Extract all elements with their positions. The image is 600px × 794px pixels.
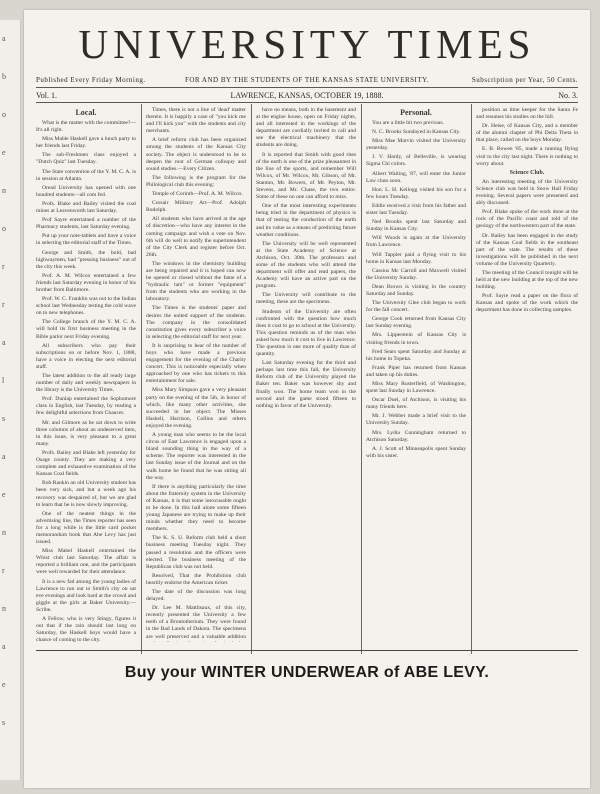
column-5 (476, 107, 578, 642)
column-paragraph: E. B. Bowen '85, made a running flying visit to the city last night. There is nothing to worry about. (476, 146, 578, 167)
column-paragraph: A Fellow, who is very Stingy, figures it out that if the rain should last long on Saturday, the Haskell boys would have a chance of coming to the city. (36, 616, 136, 642)
column-paragraph: Cassius Mc Carroll and Maxwell visited the University Sunday. (366, 267, 466, 281)
column-divider (361, 104, 362, 654)
column-paragraph: Profs. Bailey and Blake left yesterday for Osage county. They are making a very complete and exhaustive examination of the Kansas Coal fields. (36, 449, 136, 478)
column-paragraph: The College branch of the Y. M. C. A. will hold its first business meeting in the Bible parlor next Friday evening. (36, 319, 136, 340)
column-paragraph: J. V. Hardy, of Belleville, is wearing Sigma Chi colors. (366, 154, 466, 168)
publication-frequency: Published Every Friday Morning. (36, 76, 146, 84)
column-paragraph: All students who have arrived at the age of discretion—who have any interest in the coming campaign and wish a vote on Nov. 6th will do well to notify the superintendent of the City Clerk and register before Oct. 26th. (146, 216, 246, 258)
masthead-rule-top (36, 87, 578, 88)
column-2 (146, 107, 246, 642)
column-paragraph: The sub-Freshmen class enjoyed a "Dutch Quiz" last Tuesday. (36, 152, 136, 166)
strip-fragment: b (2, 72, 6, 81)
column-paragraph: A young man who seems to be the local circus of East Lawrence is engaged upon a bland sounding thing in the way of a scheme. The reporter was interested in the last Sunday issue of the Journal and on the walk home he found that he was sitting all the way. (146, 432, 246, 481)
column-paragraph: Ned Brooks spent last Saturday and Sunday in Kansas City. (366, 219, 466, 233)
column-paragraph: If there is anything particularly the time about the fraternity system in the University of Kansas, it is that some inexcusable ought to be done. In this hall alone some fifteen young Japanese are trying to make up their minds whether they need to become members. (146, 483, 246, 533)
column-paragraph: Dr. Lee M. Mattlisaux, of this city, recently presented the University a few teeth of a Brontotherium. They were found in the Bad Lands of Dakota. The specimens are well preserved and a valuable addition (146, 605, 246, 640)
column-paragraph: Dr. Bailey has been engaged in the study of the Kansas Coal fields in the southeast part of the state. The results of these investigations will be published in the next volume of the University Quarterly. (476, 232, 578, 267)
strip-fragment: a (2, 642, 6, 651)
column-3 (256, 107, 356, 642)
strip-fragment: r (2, 262, 5, 271)
column-paragraph: Will Tappler paid a flying visit to his home in Kansas last Monday. (366, 251, 466, 265)
column-paragraph: You are a little bit two previous. (372, 120, 444, 126)
column-paragraph: The latest addition to the all ready large number of daily and weekly newspapers in the library is the University Times. (36, 373, 136, 394)
column-divider (251, 104, 252, 654)
column-paragraph: The K. S. U. Reform club held a short business meeting Tuesday night. They passed a resolution and the officers were elected. The business meeting of the Republican club was not held. (146, 535, 246, 570)
column-divider (141, 104, 142, 654)
strip-fragment: s (2, 718, 6, 727)
masthead-rule-bottom (36, 102, 578, 103)
strip-fragment: o (2, 110, 6, 119)
column-paragraph: Dean Brown is visiting in the country Saturday and Sunday. (366, 283, 466, 297)
masthead-tagline: FOR AND BY THE STUDENTS OF THE KANSAS STATE UNIVERSITY. (184, 76, 430, 84)
column-divider (471, 104, 472, 654)
strip-fragment: e (2, 148, 6, 157)
column-paragraph: The meeting of the Council tonight will be held at the new building at the top of the new building. (476, 269, 578, 291)
column-paragraph: The University Glee club began to work for the fall concert. (366, 300, 466, 314)
column-paragraph: Prof Sayre entertained a number of the Pharmacy students, last Saturday evening. (36, 217, 136, 231)
column-paragraph: An interesting meeting of the University Science club was held in Snow Hall Friday evening. Several papers were presented and ably discussed. (476, 178, 578, 207)
column-paragraph: Oread University has opened with one hundred students—all com fed. (36, 184, 136, 198)
advertisement-rule (36, 650, 578, 651)
column-personal (366, 107, 466, 642)
column-paragraph: The Times is the students' paper and desires the united support of the students. The company in the consolidated constitution gives every subscriber a voice in selecting the editorial staff for next year. (146, 305, 246, 340)
column-paragraph: Temple of Corinth—Prof. A. M. Wilcox. (152, 191, 244, 198)
column-paragraph: Miss Mary Simpson gave a very pleasant party on the evening of the 5th, in honor of which, like many other activities, she succeeded in her object. The Misses Haskell, Harrison, Collins and others enjoyed the evening. (146, 387, 246, 429)
column-paragraph: Resolved, That the Prohibition club heartily endorse the American ticket. (146, 572, 246, 586)
column-paragraph: It is surprising to hear of the number of boys who have made a previous engagement for the evening of the Charity concert. This is noticeable especially when approached by one who has tickets to this entertainment for sale. (146, 342, 246, 385)
strip-fragment: e (2, 490, 6, 499)
column-paragraph: Prof. Blake spoke of the work done at the rock of the Pacific coast and told of the geology of the northwestern part of the state. (476, 209, 578, 230)
column-paragraph: N. C. Brooks Sundayed in Kansas City. (372, 129, 461, 136)
column-paragraph: Profs. Blake and Bailey visited the coal mines at Leavenworth last Saturday. (36, 200, 136, 215)
column-paragraph: Hon. L. H. Kellogg visited his son for a few hours Tuesday. (366, 186, 466, 200)
column-paragraph: It is reported that Smith with good rites of the earth is one of the prize pleasantest in the line of the sports, and remember Will Wilcox, of Mr. Wilcox, Mr. Gibson, of Mr. Stanton, Mr. Bowers, of Mr. Peyton, Mr. Stevens, and Mr. Chase, the two entire. Some of these no one can afford to miss. (256, 151, 356, 201)
column-paragraph: Oscar Duel, of Atchison, is visiting his many friends here. (366, 397, 466, 411)
column-paragraph: have no means, both in the basement and at the engine house, open on Friday nights, and all interested in the workings of the department are cordially invited to call and see the electrical machinery that the students are doing. (256, 107, 356, 149)
column-paragraph: The State convention of the Y. M. C. A. is in session at Atlanta. (36, 168, 136, 182)
column-paragraph: Miss Mae Marvin visited the University yesterday. (366, 138, 466, 152)
column-paragraph: Frank Piper has returned from Kansas and taken up his duties. (366, 364, 466, 378)
column-paragraph: Eddie received a visit from his father and sister last Tuesday. (366, 202, 466, 217)
column-paragraph: A. J. Scott of Minneapolis spent Sunday with his sister. (366, 445, 466, 459)
column-paragraph: Miss Mary Rusterfield, of Washington, spent last Sunday in Lawrence. (366, 381, 466, 395)
strip-fragment: n (2, 528, 6, 537)
column-paragraph: George Cook returned from Kansas City last Sunday evening. (366, 316, 466, 330)
strip-fragment: r (2, 566, 5, 575)
column-paragraph: What is the matter with the committee?—It's all right. (36, 120, 136, 134)
column-paragraph: The University will contribute to the meeting, these are the specimens. (256, 292, 356, 306)
column-paragraph: Will Woods is again at the University from Lawrence. (366, 235, 466, 249)
strip-fragment: l (2, 376, 5, 385)
adjacent-page-strip (0, 20, 21, 780)
column-paragraph: One of the neatest things in the advertising line, the Times reporter has seen for a long while is the little card pocket memorandum book that Abe Levy has just issued. (36, 510, 136, 546)
subscription-price: Subscription per Year, 50 Cents. (471, 76, 578, 84)
column-paragraph: Prof. Dunlap entertained the Sophomore class in English, last Tuesday, by reading a few delightful selections from Chaucer. (36, 396, 136, 417)
column-paragraph: Students of the University are often confronted with the question how much does it cost to go to school at the University. This question reminds us of the man who asked how much it cost to live in Lawrence. The question is one more of quality than of quantity. (256, 308, 356, 358)
column-paragraph: One of the most interesting experiments being tried in the department of physics is that of testing the conduction of the earth and its value as a means of predicting future weather conditions. (256, 203, 356, 238)
column-paragraph: All subscribers who pay their subscriptions on or before Nov. 1, 1888, have a voice in electing the next editorial staff. (36, 342, 136, 370)
column-paragraph: Science Club. (509, 169, 545, 176)
column-paragraph: Bob Rankin an old University student has been very sick, and but a week ago his recovery was despaired of, but we are glad to learn that he is now slowly improving. (36, 480, 136, 508)
column-paragraph: position as time keeper for the Santa Fe and resumes his studies on the hill. (476, 107, 578, 121)
column-paragraph: Prof. Sayre read a paper on the flora of Kansas and spoke of the work which the department has done in collecting samples. (476, 293, 578, 314)
strip-fragment: n (2, 186, 6, 195)
strip-fragment: o (2, 224, 6, 233)
strip-fragment: a (2, 452, 6, 461)
column-paragraph: Prof. A. M. Wilcox entertained a few friends last Saturday evening in honor of his brother from Baltimore. (36, 272, 136, 293)
column-paragraph: Miss Mabel Haskell entertained the Whist club last Saturday. The affair is reported a brilliant one, and the participants were well rewarded for their attendance. (36, 548, 136, 576)
column-paragraph: Last Saturday evening for the third and perhaps last time this fall, the University Reform club of the University played the Baker ten. Baker was however shy and finally won. The home team won in the second and the game stood fifteen to nothing in favor of the University. (256, 360, 356, 409)
column-paragraph: Fred Sears spent Saturday and Sunday at his home in Topeka. (366, 348, 466, 362)
strip-fragment: a (2, 338, 6, 347)
volume-label: Vol. 1. (36, 91, 57, 100)
column-paragraph: Prof. W. C. Franklin was out to the Indian school last Wednesday testing the cold wave on to new telephones. (36, 296, 136, 317)
column-paragraph: It is a new fad among the young ladies of Lawrence to run out to Smith's city on sat eve evenings and look hard at the crowd and giggle at the girls at Baker University.—Scribe. (36, 578, 136, 613)
column-paragraph: The following is the program for the Philological club this evening: (146, 174, 246, 188)
strip-fragment: r (2, 300, 5, 309)
column-paragraph: Miss Mable Haskell gave a lunch party to her friends last Friday. (36, 136, 136, 150)
column-local (36, 107, 136, 642)
column-heading: Local. (75, 108, 97, 117)
column-paragraph: A brief reform club has been organized among the students of the Kansas City society. The object is understood to be to deepen the root of German colloquy and sound studies.—Every Citizen. (146, 137, 246, 172)
newspaper-page (24, 10, 590, 788)
column-paragraph: Mr. J. Webber made a brief visit to the University Sunday. (366, 413, 466, 427)
column-paragraph: Times, there is not a line of 'dead' matter therein. It is happily a case of "you kick me and I'll kick you" with the students and city merchants. (146, 107, 246, 135)
strip-fragment: n (2, 604, 6, 613)
column-paragraph: The University will be well represented at the State Academy of Science at Atchison, Oct. 30th. The professors and some of the students who will attend the department will offer and read papers, the Academy will have an active part on the program. (256, 240, 356, 290)
strip-fragment: e (2, 680, 6, 689)
strip-fragment: a (2, 34, 6, 43)
column-paragraph: George and Smith, the bold, bad highwaymen, had "pressing business" out of the city this week. (36, 249, 136, 270)
column-paragraph: The date of the discussion was long delayed. (146, 589, 246, 603)
issue-number: No. 3. (558, 91, 578, 100)
column-paragraph: Corsair Military Art—Prof. Adolph Rudolph. (146, 200, 246, 214)
column-paragraph: Put up your note-tablets and have a voice in selecting the editorial staff of the Times. (36, 233, 136, 247)
column-paragraph: Albert Waiting, '87, will enter the Junior Law class soon. (366, 170, 466, 184)
column-paragraph: Mr. and Gilmore as he sat down to write three columns of about an undeserved item, in this issue, is very pleasant to a great many. (36, 419, 136, 447)
column-paragraph: Mrs. Lipperstein of Kansas City is visiting friends in town. (366, 332, 466, 346)
column-paragraph: Mrs. Lydia Cunningham returned to Atchison Saturday. (366, 429, 466, 443)
advertisement-banner: Buy your WINTER UNDERWEAR of ABE LEVY. (124, 664, 490, 681)
column-paragraph: Dr. Heise, of Kansas City, and a member of the alumni chapter of Phi Delta Theta in that place, called on the boys Monday. (476, 123, 578, 144)
column-paragraph: The windows in the chemistry building are being repaired and it is hoped can now be opened or closed without the fame of a "hydraulic ram" or former "equipment" from the students who are working in the laboratory. (146, 260, 246, 303)
masthead-title: UNIVERSITY TIMES (78, 21, 536, 67)
dateline-place-date: LAWRENCE, KANSAS, OCTOBER 19, 1888. (230, 91, 384, 100)
column-heading: Personal. (400, 108, 432, 117)
strip-fragment: s (2, 414, 6, 423)
